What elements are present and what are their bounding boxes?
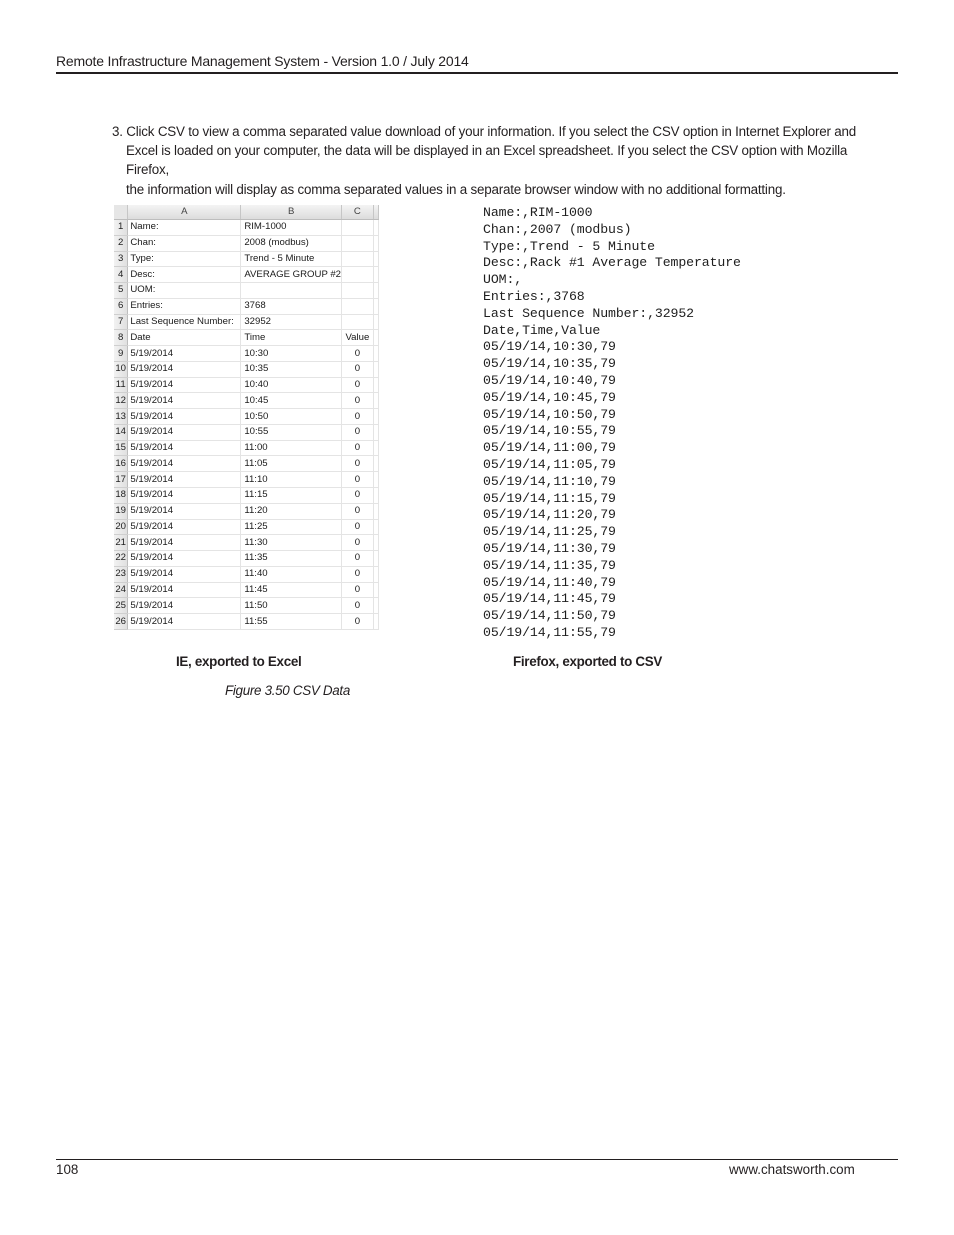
csv-line: 05/19/14,11:50,79 <box>483 608 616 624</box>
excel-cell-c: 0 <box>342 393 374 409</box>
excel-cell-d <box>373 330 378 346</box>
excel-cell-b: 2008 (modbus) <box>241 235 342 251</box>
excel-cell-c: 0 <box>342 582 374 598</box>
excel-cell-a: 5/19/2014 <box>128 566 241 582</box>
excel-cell-c <box>342 251 374 267</box>
excel-cell-d <box>373 361 378 377</box>
csv-line: 05/19/14,11:00,79 <box>483 440 616 456</box>
page-number: 108 <box>56 1162 79 1177</box>
excel-cell-c: 0 <box>342 424 374 440</box>
excel-cell-d <box>373 283 378 299</box>
excel-row <box>114 220 379 236</box>
excel-cell-b: 10:50 <box>241 409 342 425</box>
excel-cell-a: Date <box>128 330 241 346</box>
excel-row-number: 11 <box>114 377 128 393</box>
csv-line: 05/19/14,11:25,79 <box>483 524 616 540</box>
excel-cell-c: 0 <box>342 566 374 582</box>
instruction-paragraph <box>112 122 892 199</box>
excel-row <box>114 361 379 377</box>
excel-column-header: C <box>342 205 374 220</box>
excel-cell-a: 5/19/2014 <box>128 361 241 377</box>
csv-line: Type:,Trend - 5 Minute <box>483 238 655 254</box>
excel-screenshot <box>114 205 379 638</box>
excel-cell-a: Desc: <box>128 267 241 283</box>
excel-cell-b: 11:15 <box>241 488 342 504</box>
csv-line: 05/19/14,10:55,79 <box>483 423 616 439</box>
excel-cell-d <box>373 519 378 535</box>
excel-row-number: 21 <box>114 535 128 551</box>
excel-caption: IE, exported to Excel <box>176 654 302 669</box>
excel-cell-a: 5/19/2014 <box>128 456 241 472</box>
excel-row <box>114 377 379 393</box>
excel-row-number: 15 <box>114 440 128 456</box>
instruction-line-1: 3. Click CSV to view a comma separated value download of your information. If you select the CSV option in Internet Explorer and <box>112 124 857 139</box>
excel-cell-a: Last Sequence Number: <box>128 314 241 330</box>
excel-row <box>114 409 379 425</box>
csv-line: 05/19/14,11:30,79 <box>483 540 616 556</box>
excel-row-number: 12 <box>114 393 128 409</box>
excel-cell-b: 11:05 <box>241 456 342 472</box>
excel-cell-a: 5/19/2014 <box>128 488 241 504</box>
running-header: Remote Infrastructure Management System - Version 1.0 / July 2014 <box>56 53 898 74</box>
excel-column-header-extra <box>373 205 378 220</box>
excel-row <box>114 456 379 472</box>
excel-row <box>114 551 379 567</box>
excel-cell-b: 11:45 <box>241 582 342 598</box>
excel-row <box>114 346 379 362</box>
excel-cell-c: 0 <box>342 488 374 504</box>
excel-cell-c: 0 <box>342 519 374 535</box>
excel-row-number: 24 <box>114 582 128 598</box>
csv-line: Name:,RIM-1000 <box>483 205 593 220</box>
csv-line: 05/19/14,11:40,79 <box>483 574 616 590</box>
excel-cell-d <box>373 298 378 314</box>
excel-row <box>114 298 379 314</box>
excel-cell-d <box>373 314 378 330</box>
excel-cell-a: 5/19/2014 <box>128 582 241 598</box>
excel-row <box>114 330 379 346</box>
excel-cell-d <box>373 377 378 393</box>
csv-line: 05/19/14,11:35,79 <box>483 557 616 573</box>
excel-cell-a: 5/19/2014 <box>128 393 241 409</box>
excel-cell-d <box>373 566 378 582</box>
excel-column-header: B <box>241 205 342 220</box>
csv-line: 05/19/14,11:45,79 <box>483 591 616 607</box>
excel-row-number: 2 <box>114 235 128 251</box>
footer-rule <box>56 1159 898 1160</box>
excel-cell-b: RIM-1000 <box>241 220 342 236</box>
excel-cell-b: 10:30 <box>241 346 342 362</box>
excel-cell-c: 0 <box>342 503 374 519</box>
excel-cell-a: 5/19/2014 <box>128 551 241 567</box>
excel-cell-b: 11:55 <box>241 614 342 630</box>
excel-cell-c: Value <box>342 330 374 346</box>
excel-row-number: 3 <box>114 251 128 267</box>
excel-row-number: 5 <box>114 283 128 299</box>
excel-cell-c: 0 <box>342 377 374 393</box>
csv-line: 05/19/14,11:55,79 <box>483 624 616 640</box>
excel-row-number: 1 <box>114 220 128 236</box>
excel-corner <box>114 205 128 220</box>
excel-cell-a: 5/19/2014 <box>128 503 241 519</box>
excel-cell-c <box>342 283 374 299</box>
excel-row-number: 8 <box>114 330 128 346</box>
excel-cell-b: Trend - 5 Minute <box>241 251 342 267</box>
excel-cell-d <box>373 488 378 504</box>
excel-row-number: 17 <box>114 472 128 488</box>
excel-row-number: 18 <box>114 488 128 504</box>
excel-row-number: 13 <box>114 409 128 425</box>
excel-cell-b: 10:40 <box>241 377 342 393</box>
csv-line: UOM:, <box>483 272 523 288</box>
website-url: www.chatsworth.com <box>729 1162 855 1177</box>
excel-cell-a: 5/19/2014 <box>128 440 241 456</box>
excel-cell-d <box>373 551 378 567</box>
excel-cell-c: 0 <box>342 598 374 614</box>
csv-line: 05/19/14,10:40,79 <box>483 372 616 388</box>
excel-row <box>114 393 379 409</box>
excel-cell-c <box>342 314 374 330</box>
excel-cell-d <box>373 582 378 598</box>
csv-line: Entries:,3768 <box>483 288 585 304</box>
excel-row-number: 14 <box>114 424 128 440</box>
excel-cell-d <box>373 440 378 456</box>
excel-cell-a: Chan: <box>128 235 241 251</box>
excel-cell-d <box>373 235 378 251</box>
excel-cell-b: 11:25 <box>241 519 342 535</box>
excel-cell-c: 0 <box>342 551 374 567</box>
excel-cell-d <box>373 267 378 283</box>
excel-cell-b: 11:40 <box>241 566 342 582</box>
excel-row-number: 22 <box>114 551 128 567</box>
excel-row-number: 9 <box>114 346 128 362</box>
excel-cell-b: AVERAGE GROUP #2 <box>241 267 342 283</box>
excel-row <box>114 424 379 440</box>
instruction-line-2: Excel is loaded on your computer, the data will be displayed in an Excel spreadsheet. If you select the CSV option with Mozilla Firefox, <box>126 143 848 178</box>
excel-cell-a: 5/19/2014 <box>128 598 241 614</box>
excel-cell-a: 5/19/2014 <box>128 377 241 393</box>
excel-row <box>114 283 379 299</box>
excel-cell-d <box>373 220 378 236</box>
excel-cell-b: 32952 <box>241 314 342 330</box>
excel-cell-b: Time <box>241 330 342 346</box>
excel-cell-c: 0 <box>342 409 374 425</box>
csv-line: 05/19/14,10:35,79 <box>483 356 616 372</box>
excel-row <box>114 472 379 488</box>
excel-cell-d <box>373 346 378 362</box>
csv-line: 05/19/14,10:45,79 <box>483 389 616 405</box>
excel-cell-c <box>342 220 374 236</box>
excel-row <box>114 535 379 551</box>
excel-row-number: 10 <box>114 361 128 377</box>
excel-cell-b: 11:30 <box>241 535 342 551</box>
excel-row-number: 4 <box>114 267 128 283</box>
excel-cell-d <box>373 535 378 551</box>
excel-cell-c: 0 <box>342 456 374 472</box>
excel-row <box>114 614 379 630</box>
excel-cell-b: 11:00 <box>241 440 342 456</box>
excel-cell-a: Name: <box>128 220 241 236</box>
excel-cell-c <box>342 235 374 251</box>
excel-column-header: A <box>128 205 241 220</box>
excel-cell-b <box>241 283 342 299</box>
excel-cell-d <box>373 598 378 614</box>
excel-cell-a: UOM: <box>128 283 241 299</box>
excel-row-number: 25 <box>114 598 128 614</box>
csv-line: Date,Time,Value <box>483 322 601 338</box>
csv-text-screenshot <box>483 205 793 641</box>
excel-cell-a: Type: <box>128 251 241 267</box>
excel-row <box>114 566 379 582</box>
excel-cell-a: 5/19/2014 <box>128 614 241 630</box>
excel-cell-b: 11:50 <box>241 598 342 614</box>
excel-cell-a: Entries: <box>128 298 241 314</box>
excel-cell-b: 10:35 <box>241 361 342 377</box>
excel-cell-c <box>342 267 374 283</box>
excel-row <box>114 503 379 519</box>
excel-row-number: 16 <box>114 456 128 472</box>
excel-cell-b: 11:10 <box>241 472 342 488</box>
excel-row <box>114 598 379 614</box>
excel-row <box>114 519 379 535</box>
csv-line: 05/19/14,11:15,79 <box>483 490 616 506</box>
excel-cell-c: 0 <box>342 472 374 488</box>
excel-cell-c: 0 <box>342 361 374 377</box>
excel-row <box>114 582 379 598</box>
excel-row-number: 19 <box>114 503 128 519</box>
excel-cell-b: 11:35 <box>241 551 342 567</box>
excel-cell-d <box>373 409 378 425</box>
excel-cell-d <box>373 251 378 267</box>
figure-title: Figure 3.50 CSV Data <box>225 683 350 698</box>
excel-row <box>114 440 379 456</box>
excel-row-number: 7 <box>114 314 128 330</box>
excel-cell-a: 5/19/2014 <box>128 424 241 440</box>
excel-row-number: 26 <box>114 614 128 630</box>
excel-row <box>114 267 379 283</box>
excel-grid <box>114 205 379 630</box>
csv-line: 05/19/14,11:20,79 <box>483 507 616 523</box>
csv-caption: Firefox, exported to CSV <box>513 654 663 669</box>
csv-line: 05/19/14,11:10,79 <box>483 473 616 489</box>
excel-row-number: 23 <box>114 566 128 582</box>
excel-row <box>114 314 379 330</box>
excel-cell-b: 10:45 <box>241 393 342 409</box>
excel-cell-d <box>373 424 378 440</box>
csv-line: Chan:,2007 (modbus) <box>483 221 632 237</box>
csv-line: Last Sequence Number:,32952 <box>483 305 694 321</box>
excel-cell-d <box>373 614 378 630</box>
csv-line: 05/19/14,10:30,79 <box>483 339 616 355</box>
csv-line: 05/19/14,10:50,79 <box>483 406 616 422</box>
excel-cell-d <box>373 472 378 488</box>
excel-cell-b: 10:55 <box>241 424 342 440</box>
excel-cell-a: 5/19/2014 <box>128 535 241 551</box>
excel-cell-c <box>342 298 374 314</box>
excel-row <box>114 488 379 504</box>
excel-cell-a: 5/19/2014 <box>128 519 241 535</box>
excel-cell-d <box>373 503 378 519</box>
excel-cell-d <box>373 393 378 409</box>
csv-line: 05/19/14,11:05,79 <box>483 456 616 472</box>
excel-column-headers <box>114 205 379 220</box>
excel-cell-c: 0 <box>342 614 374 630</box>
excel-cell-c: 0 <box>342 440 374 456</box>
excel-cell-c: 0 <box>342 535 374 551</box>
excel-row-number: 20 <box>114 519 128 535</box>
excel-cell-c: 0 <box>342 346 374 362</box>
instruction-line-3: the information will display as comma separated values in a separate browser window with no additional formatting. <box>126 181 786 197</box>
excel-cell-b: 3768 <box>241 298 342 314</box>
excel-cell-a: 5/19/2014 <box>128 346 241 362</box>
excel-cell-a: 5/19/2014 <box>128 409 241 425</box>
excel-cell-b: 11:20 <box>241 503 342 519</box>
excel-cell-a: 5/19/2014 <box>128 472 241 488</box>
excel-cell-d <box>373 456 378 472</box>
excel-row-number: 6 <box>114 298 128 314</box>
excel-row <box>114 251 379 267</box>
csv-line: Desc:,Rack #1 Average Temperature <box>483 255 741 271</box>
excel-row <box>114 235 379 251</box>
